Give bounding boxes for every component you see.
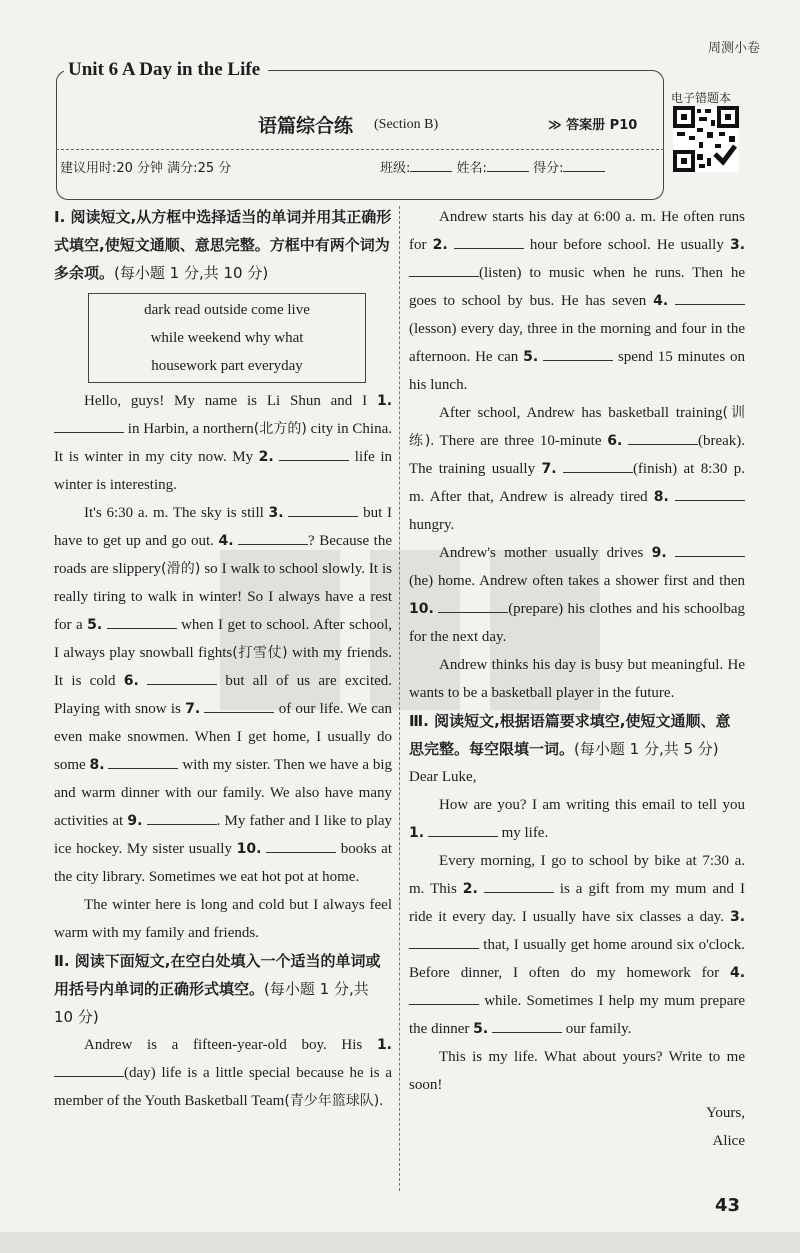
text: How are you? I am writing this email to tell you	[439, 797, 745, 813]
question-number: 4.	[653, 293, 669, 309]
question-number: 9.	[127, 813, 143, 829]
letter-greeting: Dear Luke,	[409, 769, 477, 785]
answer-blank-6[interactable]	[147, 669, 217, 685]
text: that, I usually get home around six o'clock. Before dinner, I often do my homework for	[409, 937, 746, 981]
text: books at the city library. Sometimes we eat hot pot at home.	[54, 841, 393, 885]
text: hungry.	[409, 517, 455, 533]
answer-blank-2[interactable]	[279, 445, 349, 461]
question-number: 6.	[607, 433, 623, 449]
part1-heading	[54, 203, 392, 287]
part3-instructions: Ⅲ. 阅读短文,根据语篇要求填空,使短文通顺、意思完整。每空限填一词。	[409, 712, 731, 758]
question-number: 2.	[462, 881, 478, 897]
answer-blank-3[interactable]	[288, 501, 358, 517]
text: After school, Andrew has basketball training	[439, 405, 723, 421]
answer-blank-2-5[interactable]	[543, 345, 613, 361]
answer-blank-5[interactable]	[107, 613, 177, 629]
name-blank[interactable]	[487, 159, 529, 172]
part2-paragraph-4	[409, 539, 745, 651]
answer-blank-3-2[interactable]	[484, 877, 554, 893]
text: (prepare) his clothes and his schoolbag for the next day.	[409, 601, 745, 645]
answer-blank-3-4[interactable]	[409, 989, 479, 1005]
text: Andrew's mother usually drives	[439, 545, 644, 561]
part1-paragraph-3: The winter here is long and cold but I always feel warm with my family and friends.	[54, 897, 392, 941]
text: Andrew starts his day at 6:00 a. m. He often runs for	[409, 209, 745, 253]
question-number: 8.	[89, 757, 105, 773]
header-panel	[0, 0, 800, 210]
part2-instructions: Ⅱ. 阅读下面短文,在空白处填入一个适当的单词或用括号内单词的正确形式填空。	[54, 952, 381, 998]
page-number: 43	[714, 1195, 740, 1216]
part3-paragraph-3: This is my life. What about yours? Write to me soon!	[409, 1049, 745, 1093]
answer-blank-2-9[interactable]	[675, 541, 745, 557]
text: .	[379, 1093, 383, 1109]
column-divider	[399, 206, 400, 1191]
question-number: 2.	[432, 237, 448, 253]
answer-blank-1[interactable]	[54, 417, 124, 433]
text: while. Sometimes I help my mum prepare the dinner	[409, 993, 746, 1037]
text: . There are three 10-minute	[430, 433, 602, 449]
part3-paragraph-2	[409, 847, 745, 1043]
answer-blank-7[interactable]	[204, 697, 274, 713]
chinese-gloss: (训练)	[409, 405, 746, 449]
chinese-gloss: (滑的)	[160, 561, 201, 577]
qr-code-icon[interactable]	[673, 106, 739, 172]
answer-blank-3-3[interactable]	[409, 933, 479, 949]
answer-blank-2-4[interactable]	[675, 289, 745, 305]
word-bank-row: dark read outside come live	[144, 302, 310, 318]
text: of our life. We can even make snowmen. When I get home, I usually do some	[54, 701, 393, 773]
text: with my sister. Then we have a big and warm dinner with our family. We also have many activities at	[54, 757, 393, 829]
score-blank[interactable]	[563, 159, 605, 172]
text: (break). The training usually	[409, 433, 746, 477]
part3-heading	[409, 707, 745, 763]
class-blank[interactable]	[410, 159, 452, 172]
student-info-fields	[380, 157, 605, 176]
question-number: 4.	[729, 965, 746, 981]
page-footer-strip	[0, 1232, 800, 1253]
question-number: 5.	[87, 617, 103, 633]
answer-blank-8[interactable]	[108, 753, 178, 769]
letter-signature: Alice	[712, 1133, 745, 1149]
ebook-label: 电子错题本	[671, 91, 732, 105]
part2-paragraph-3	[409, 399, 745, 539]
right-column	[409, 203, 745, 1155]
text: Andrew is a fifteen-year-old boy. His	[84, 1037, 363, 1053]
part3-paragraph-1	[409, 791, 745, 847]
text: It's 6:30 a. m. The sky is still	[84, 505, 264, 521]
word-bank-row: housework part everyday	[151, 358, 303, 374]
answer-blank-2-8[interactable]	[675, 485, 745, 501]
text: spend 15 minutes on his lunch.	[409, 349, 746, 393]
question-number: 1.	[409, 825, 425, 841]
answer-blank-4[interactable]	[238, 529, 308, 545]
question-number: 1.	[376, 393, 393, 409]
text: life in winter is interesting.	[54, 449, 392, 493]
chinese-gloss: (北方的)	[253, 421, 307, 437]
question-number: 7.	[541, 461, 557, 477]
question-number: 3.	[268, 505, 284, 521]
question-number: 10.	[236, 841, 262, 857]
unit-title: Unit 6 A Day in the Life	[64, 59, 268, 81]
question-number: 5.	[523, 349, 539, 365]
weekly-test-tag: 周测小卷	[707, 41, 760, 56]
chinese-gloss: (青少年篮球队)	[284, 1093, 380, 1109]
text: Hello, guys! My name is Li Shun and I	[84, 393, 368, 409]
answer-blank-2-10[interactable]	[438, 597, 508, 613]
answer-blank-10[interactable]	[266, 837, 336, 853]
part2-paragraph-2	[409, 203, 745, 399]
text: our family.	[565, 1021, 632, 1037]
answer-blank-3-1[interactable]	[428, 821, 498, 837]
class-label: 班级:	[380, 161, 411, 176]
question-number: 10.	[409, 601, 434, 617]
text: so I walk to school slowly. It is really tiring to walk in winter! So I always have a rest for a	[54, 561, 392, 633]
letter-closing: Yours,	[706, 1105, 745, 1121]
question-number: 2.	[258, 449, 274, 465]
text: Every morning, I go to school by bike at 7:30 a. m. This	[409, 853, 745, 897]
text: my life.	[501, 825, 549, 841]
text: with my friends. It is cold	[54, 645, 392, 689]
part1-paragraph-2	[54, 499, 392, 891]
question-number: 5.	[473, 1021, 489, 1037]
word-bank-row: while weekend why what	[150, 330, 304, 346]
section-title: 语篇综合练	[258, 115, 354, 137]
answer-blank-2-3[interactable]	[409, 261, 479, 277]
part2-paragraph-5: Andrew thinks his day is busy but meaningful. He wants to be a basketball player in the future.	[409, 657, 745, 701]
text: but all of us are excited. Playing with snow is	[54, 673, 393, 717]
part3-points: (每小题 1 分,共 5 分)	[574, 740, 719, 758]
text: (listen) to music when he runs. Then he goes to school by bus. He has seven	[409, 265, 745, 309]
question-number: 4.	[218, 533, 234, 549]
question-number: 3.	[729, 237, 746, 253]
text: (finish) at 8:30 p. m. After that, Andrew is already tired	[409, 461, 746, 505]
word-bank-box	[88, 293, 366, 383]
text: (lesson) every day, three in the morning and four in the afternoon. He can	[409, 321, 745, 365]
left-column	[54, 203, 392, 1115]
text: when I get to school. After school, I always play snowball fights	[54, 617, 393, 661]
score-label: 得分:	[533, 161, 564, 176]
question-number: 8.	[653, 489, 669, 505]
question-number: 6.	[123, 673, 139, 689]
answer-reference: ≫ 答案册 P10	[548, 118, 638, 133]
time-and-score: 建议用时:20 分钟 满分:25 分	[60, 161, 232, 176]
part1-instructions: Ⅰ. 阅读短文,从方框中选择适当的单词并用其正确形式填空,使短文通顺、意思完整。方框中有两个词为多余项。	[54, 208, 392, 282]
part1-paragraph-1	[54, 387, 392, 499]
text: but I have to get up and go out.	[54, 505, 393, 549]
answer-blank-3-5[interactable]	[492, 1017, 562, 1033]
text: is a gift from my mum and I ride it every day. I usually have six classes a day.	[409, 881, 745, 925]
name-label: 姓名:	[456, 161, 487, 176]
answer-blank-2-2[interactable]	[454, 233, 524, 249]
section-subtitle: (Section B)	[374, 117, 439, 132]
question-number: 7.	[185, 701, 201, 717]
answer-blank-9[interactable]	[147, 809, 217, 825]
question-number: 1.	[376, 1037, 392, 1053]
text: (day) life is a little special because he is a member of the Youth Basketball Team	[54, 1065, 392, 1109]
answer-blank-2-1[interactable]	[54, 1061, 124, 1077]
part1-points: (每小题 1 分,共 10 分)	[114, 264, 269, 282]
question-number: 3.	[729, 909, 746, 925]
answer-blank-2-6[interactable]	[628, 429, 698, 445]
question-number: 9.	[651, 545, 667, 561]
part2-heading	[54, 947, 392, 1031]
answer-blank-2-7[interactable]	[563, 457, 633, 473]
text: ? Because the roads are slippery	[54, 533, 393, 577]
text: hour before school. He usually	[529, 237, 724, 253]
part2-points: (每小题 1 分,共 10 分)	[54, 980, 369, 1026]
text: (he) home. Andrew often takes a shower first and then	[409, 573, 745, 589]
header-frame	[56, 70, 664, 200]
text: city in China. It is winter in my city now. My	[54, 421, 392, 465]
header-divider	[56, 149, 664, 150]
part2-paragraph-1	[54, 1031, 392, 1115]
chinese-gloss: (打雪仗)	[232, 645, 288, 661]
text: . My father and I like to play ice hockey. My sister usually	[54, 813, 393, 857]
text: in Harbin, a northern	[127, 421, 254, 437]
